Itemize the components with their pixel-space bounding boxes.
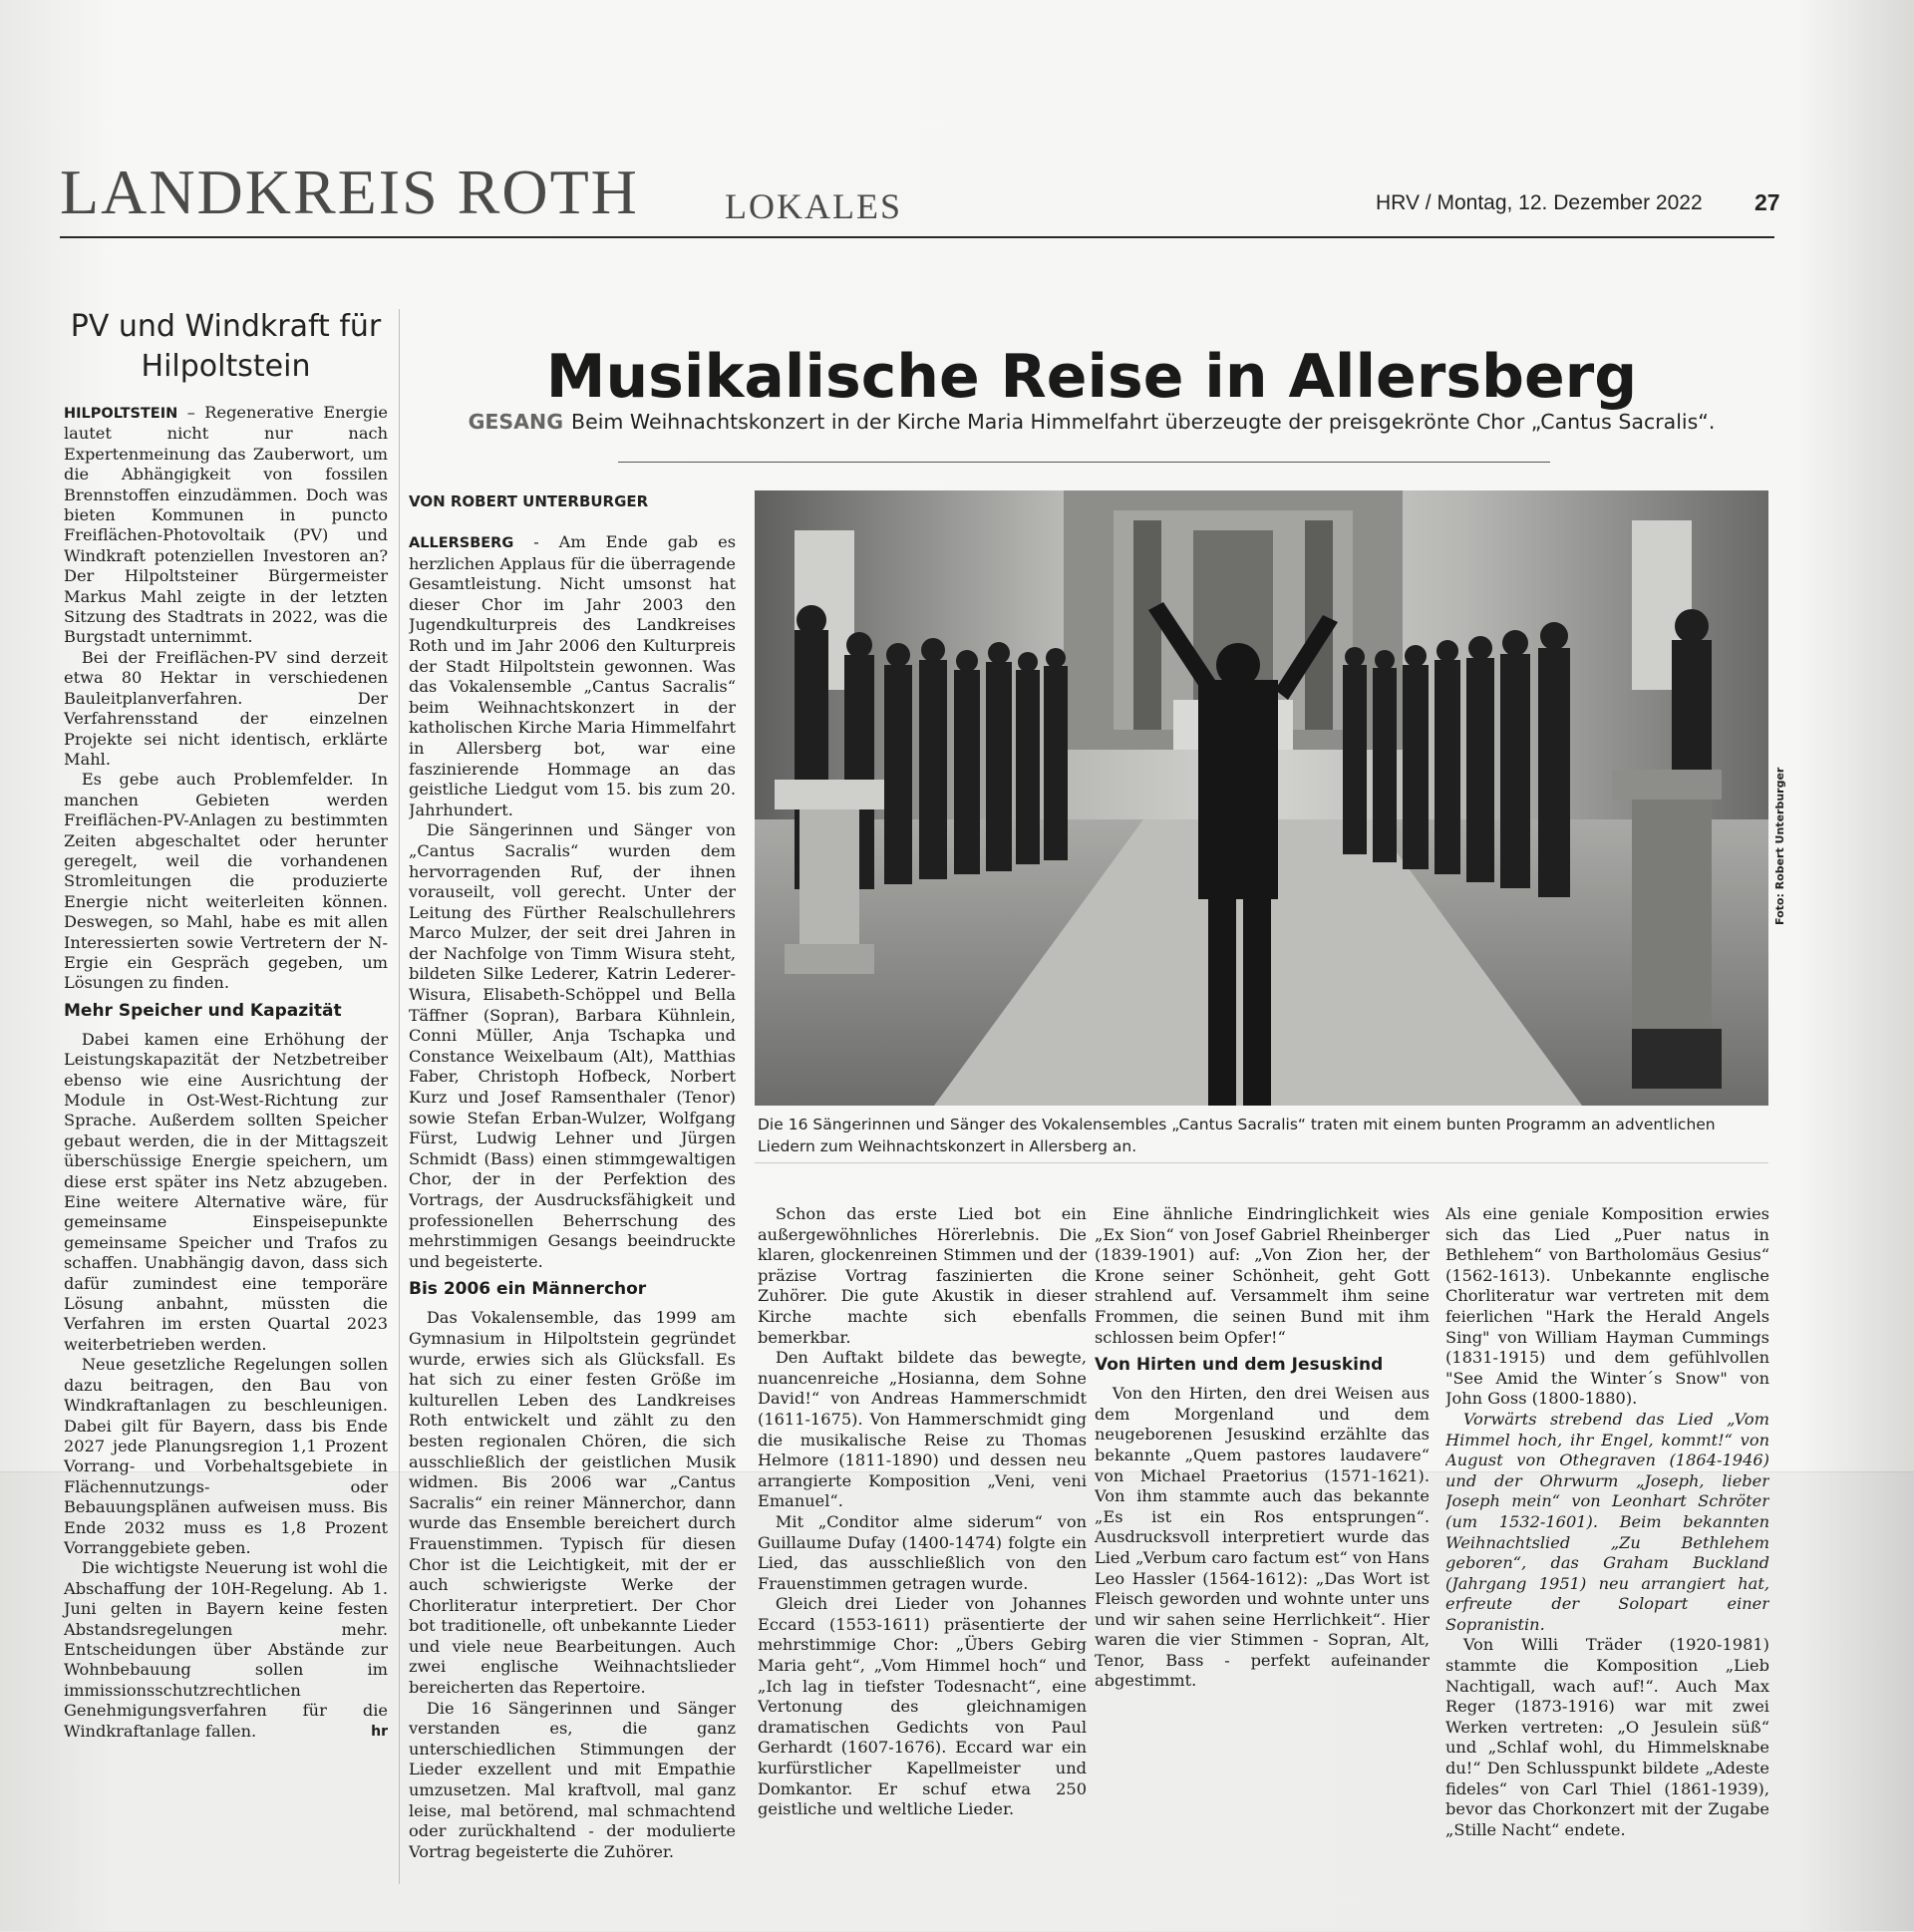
section-title: LANDKREIS ROTH [60, 157, 639, 227]
concert-photo [755, 490, 1768, 1106]
left-article-lead-text: – Regenerative Energie lautet nicht nur nach Expertenmeinung das Zauberwort, um die Abhängigkeit von fossilen Brennstoffen einzudämmen. Doch was bieten Kommunen in puncto Freiflächen-Photovoltaik (PV) und Windkraft potenziellen Investoren an? Der Hilpoltsteiner Bürgermeister Markus Mahl zeigte in der letzten Sitzung des Stadtrats in 2022, was die Burgstadt unternimmt. [64, 403, 388, 647]
photo-credit: Foto: Robert Unterburger [1773, 767, 1786, 925]
main-paragraph: Die 16 Sängerinnen und Sänger verstanden es, die ganz unterschiedlichen Stimmungen der Lieder exzellent und mit Empathie umzusetzen. Mal kraftvoll, mal ganz leise, mal betörend, mal schmachtend oder zurückhaltend - der modulierte Vortrag begeisterte die Zuhörer. [409, 1698, 736, 1861]
main-paragraph: Schon das erste Lied bot ein außergewöhnliches Hörerlebnis. Die klaren, glockenreinen Stimmen und der präzise Vortrag faszinierten die Zuhörer. Die gute Akustik in dieser Kirche machte sich ebenfalls bemerkbar. [758, 1204, 1087, 1347]
kicker-text: Beim Weihnachtskonzert in der Kirche Maria Himmelfahrt überzeugte der preisgekrönte Chor „Cantus Sacralis“. [571, 410, 1716, 434]
main-headline: Musikalische Reise in Allersberg [545, 342, 1638, 413]
main-lead-text: - Am Ende gab es herzlichen Applaus für die überragende Gesamtleistung. Nicht umsonst hat dieser Chor im Jahr 2003 den Jugendkulturpreis des Landkreises Roth und im Jahr 2006 den Kulturpreis der Stadt Hilpoltstein gewonnen. Was das Vokalensemble „Cantus Sacralis“ beim Weihnachtskonzert in der katholischen Kirche Maria Himmelfahrt in Allersberg bot, war eine faszinierende Hommage an das geistliche Liedgut vom 15. bis zum 20. Jahrhundert. [409, 532, 736, 819]
main-column-3 [1095, 1204, 1430, 1692]
masthead-rule [60, 236, 1774, 238]
main-dateline: ALLERSBERG [409, 535, 514, 551]
page-number: 27 [1754, 189, 1780, 215]
left-article-lead [64, 403, 388, 648]
kicker-label: GESANG [468, 410, 564, 434]
left-article-paragraph: Dabei kamen eine Erhöhung der Leistungskapazität der Netzbetreiber ebenso wie eine Ausrichtung der Module in Ost-West-Richtung zur Sprache. Außerdem sollten Speicher gebaut werden, die in der Mittagszeit überschüssige Energie speichern, um diese erst später ins Netz abzugeben. Eine weitere Alternative wäre, für gemeinsame Einspeisepunkte gemeinsame Speicher und Trafos zu schaffen. Unabhängig davon, dass sich dafür zumindest eine temporäre Lösung anbahnt, müssten die Verfahren im ersten Quartal 2023 weiterbetrieben werden. [64, 1029, 388, 1354]
left-article-title: PV und Windkraft für Hilpoltstein [70, 309, 382, 384]
main-column-4 [1445, 1204, 1769, 1840]
main-paragraph: Eine ähnliche Eindringlichkeit wies „Ex Sion“ von Josef Gabriel Rheinberger (1839-1901) auf: „Von Zion her, der Krone seiner Schönheit, geht Gott strahlend auf. Versammelt ihm seine Frommen, die seinen Bund mit ihm schlossen beim Opfer!“ [1095, 1204, 1430, 1347]
main-paragraph: Den Auftakt bildete das bewegte, nuancenreiche „Hosianna, dem Sohne David!“ von Andreas Hammerschmidt (1611-1675). Von Hammerschmidt ging die musikalische Reise zu Thomas Helmore (1811-1890) und dessen neu arrangierte Komposition „Veni, veni Emanuel“. [758, 1348, 1087, 1511]
left-article [64, 307, 388, 1742]
main-paragraph: Als eine geniale Komposition erwies sich das Lied „Puer natus in Bethlehem“ von Bartholomäus Gesius“ (1562-1613). Unbekannte englische Chorliteratur war vertreten mit dem feierlichen "Hark the Herald Angels Sing" von William Hayman Cummings (1831-1915) und dem gefühlvollen "See Amid the Winter´s Snow" von John Goss (1800-1880). [1445, 1204, 1769, 1409]
adjacent-page-bleed [1794, 150, 1812, 213]
main-paragraph: Vorwärts strebend das Lied „Vom Himmel hoch, ihr Engel, kommt!“ von August von Othegraven (1864-1946) und der Ohrwurm „Joseph, lieber Joseph mein“ von Leonhart Schröter (um 1532-1601). Beim bekannten Weihnachtslied „Zu Bethlehem geboren“, das Graham Buckland (Jahrgang 1951) neu arrangiert hat, erfreute der Solopart einer Sopranistin. [1445, 1409, 1769, 1634]
main-lead [409, 532, 736, 820]
kicker [409, 410, 1774, 434]
left-article-paragraph: Neue gesetzliche Regelungen sollen dazu beitragen, den Bau von Windkraftanlagen zu beschleunigen. Dabei gilt für Bayern, dass bis Ende 2027 jede Planungsregion 1,1 Prozent Vorrang- und Vorbehaltsgebiete in Flächennutzungs- oder Bebauungsplänen aufweisen muss. Bis Ende 2032 muss es 1,8 Prozent Vorranggebiete geben. [64, 1355, 388, 1557]
main-subhead: Bis 2006 ein Männerchor [409, 1279, 647, 1300]
left-article-paragraph: Es gebe auch Problemfelder. In manchen Gebieten werden Freiflächen-PV-Anlagen zu bestimmten Zeiten abgeschaltet oder herunter geregelt, weil die vorhandenen Stromleitungen die produzierte Energie nicht weiterleiten können. Deswegen, so Mahl, habe es mit allen Interessierten sowie Vertretern der N-Ergie ein Gespräch gegeben, um Lösungen zu finden. [64, 770, 388, 993]
column-divider [399, 309, 400, 1884]
main-paragraph: Das Vokalensemble, das 1999 am Gymnasium in Hilpoltstein gegründet wurde, erwies sich als Glücksfall. Es hat sich zu einer festen Größe im kulturellen Leben des Landkreises Roth entwickelt und zählt zu den besten regionalen Chören, die sich ausschließlich der geistlichen Musik widmen. Bis 2006 war „Cantus Sacralis“ ein reiner Männerchor, dann wurde das Ensemble bereichert durch Frauenstimmen. Typisch für diesen Chor ist die Leichtigkeit, mit der er auch schwierigste Werke der Chorliteratur interpretiert. Der Chor bot traditionelle, oft unbekannte Lieder und viele neue Bearbeitungen. Auch zwei englische Weihnachtslieder bereicherten das Repertoire. [409, 1308, 736, 1698]
left-article-dateline: HILPOLTSTEIN [64, 406, 178, 422]
main-column-1 [409, 532, 736, 1862]
byline: VON ROBERT UNTERBURGER [409, 492, 649, 510]
section-subtitle: LOKALES [725, 186, 902, 226]
photo-caption: Die 16 Sängerinnen und Sänger des Vokalensembles „Cantus Sacralis“ traten mit einem bunten Programm an adventlichen Liedern zum Weihnachtskonzert in Allersberg an. [758, 1116, 1716, 1155]
main-paragraph: Mit „Conditor alme siderum“ von Guillaume Dufay (1400-1474) folgte ein Lied, das ausschließlich von den Frauenstimmen getragen wurde. [758, 1511, 1087, 1593]
paper-edge-shadow [1794, 0, 1914, 1931]
left-article-last-text: Die wichtigste Neuerung ist wohl die Abschaffung der 10H-Regelung. Ab 1. Juni gelten in Bayern keine festen Abstandsregelungen mehr. Entscheidungen über Abstände zur Wohnbebauung sollen im immissionsschutzrechtlichen Genehmigungsverfahren für die Windkraftanlage fallen. [64, 1558, 388, 1741]
edition-date: HRV / Montag, 12. Dezember 2022 [1376, 191, 1703, 214]
main-column-2 [758, 1204, 1087, 1820]
main-paragraph: Von Willi Träder (1920-1981) stammte die Komposition „Lieb Nachtigall, wach auf!“. Auch Max Reger (1873-1916) war mit zwei Werken vertreten: „O Jesulein süß“ und „Schlaf wohl, du Himmelsknabe du!“ Den Schlusspunkt bildete „Adeste fideles“ von Carl Thiel (1861-1939), bevor das Chorkonzert mit der Zugabe „Stille Nacht“ endete. [1445, 1635, 1769, 1839]
masthead [60, 150, 1780, 239]
left-article-subhead: Mehr Speicher und Kapazität [64, 1000, 342, 1021]
main-paragraph: Die Sängerinnen und Sänger von „Cantus Sacralis“ wurden dem hervorragenden Ruf, der ihnen vorauseilt, voll gerecht. Unter der Leitung des Fürther Realschullehrers Marco Mulzer, der seit drei Jahren in der Nachfolge von Timm Wisura steht, bildeten Silke Lederer, Katrin Lederer-Wisura, Elisabeth-Schöppel und Bella Täffner (Sopran), Barbara Kühnlein, Conni Müller, Anja Tschapka und Constance Weixelbaum (Alt), Matthias Faber, Christoph Hofbeck, Norbert Kurz und Josef Ramsenthaler (Tenor) sowie Stefan Erban-Wulzer, Wolfgang Fürst, Ludwig Lehner und Jürgen Schmidt (Bass) einen stimmgewaltigen Chor, der in der Perfektion des Vortrags, der Ausdrucksfähigkeit und professionellen Beherrschung des mehrstimmigen Gesangs beeindruckte und begeisterte. [409, 820, 736, 1271]
left-article-paragraph [64, 1558, 388, 1742]
concert-photo-illustration [755, 490, 1768, 1106]
left-article-paragraph: Bei der Freiflächen-PV sind derzeit etwa 80 Hektar in verschiedenen Bauleitplanverfahren. Der Verfahrensstand der einzelnen Projekte sei nicht identisch, erklärte Mahl. [64, 647, 388, 769]
kicker-rule [618, 462, 1550, 463]
main-paragraph: Von den Hirten, den drei Weisen aus dem Morgenland und dem neugeborenen Jesuskind erzählte das bekannte „Quem pastores laudavere“ von Michael Praetorius (1571-1621). Von ihm stammte auch das bekannte „Es ist ein Ros entsprungen“. Ausdrucksvoll interpretiert wurde das Lied „Verbum caro factum est“ von Hans Leo Hassler (1564-1612): „Das Wort ist Fleisch geworden und wohnte unter uns und wir sahen seine Herrlichkeit“. Hier waren die vier Stimmen - Sopran, Alt, Tenor, Bass - perfekt aufeinander abgestimmt. [1095, 1384, 1430, 1691]
main-paragraph: Gleich drei Lieder von Johannes Eccard (1553-1611) präsentierte der mehrstimmige Chor: „Übers Gebirg Maria geht“, „Vom Himmel hoch“ und „Ich lag in tiefster Todesnacht“, eine Vertonung des gleichnamigen dramatischen Gedichts von Paul Gerhardt (1607-1676). Eccard war ein kurfürstlicher Kapellmeister und Domkantor. Er schuf etwa 250 geistliche und weltliche Lieder. [758, 1594, 1087, 1819]
caption-rule [755, 1162, 1768, 1163]
main-subhead: Von Hirten und dem Jesuskind [1095, 1355, 1384, 1376]
left-article-author-sign: hr [371, 1723, 388, 1740]
